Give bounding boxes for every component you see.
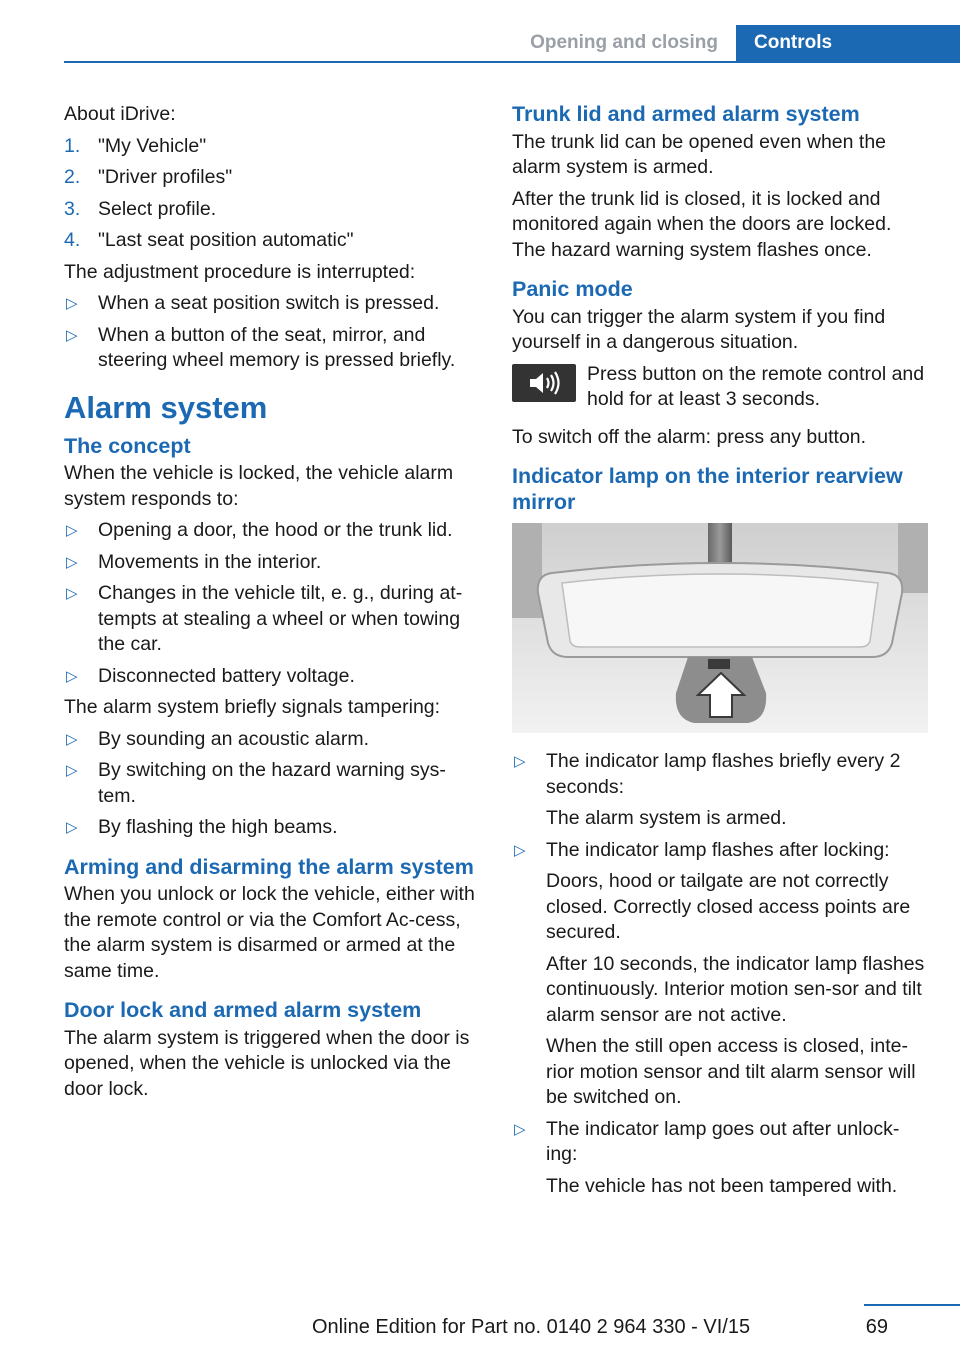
interrupted-text: The adjustment procedure is interrupted:	[64, 260, 416, 283]
interrupt-list	[64, 291, 480, 374]
page-header	[512, 25, 960, 61]
signals-text: The alarm system briefly signals tampering:	[64, 696, 441, 718]
list-item	[64, 165, 480, 191]
list-item	[64, 134, 480, 160]
panic-button-icon	[512, 364, 576, 402]
doorlock-heading: Door lock and armed alarm system	[64, 998, 422, 1022]
step-text: Select profile.	[98, 197, 217, 220]
bullet-text: Changes in the vehicle tilt, e. g., during at-tempts at stealing a wheel or when towing the car.	[98, 582, 463, 655]
switch-off-text: To switch off the alarm: press any button.	[512, 425, 867, 448]
list-item	[64, 197, 480, 223]
alarm-system-heading: Alarm system	[64, 389, 268, 425]
left-column	[64, 102, 480, 1108]
triangle-bullet-icon: ▷	[514, 841, 526, 859]
sub-paragraph: After 10 seconds, the indicator lamp flashes continuously. Interior motion sen-sor and tilt alarm sensor are not active.	[546, 952, 925, 1026]
concept-text: When the vehicle is locked, the vehicle alarm system responds to:	[64, 462, 454, 510]
right-column	[512, 102, 928, 1205]
signals-list	[64, 727, 480, 841]
bullet-text: By sounding an acoustic alarm.	[98, 727, 369, 750]
triangle-bullet-icon: ▷	[66, 295, 78, 312]
footer-rule	[864, 1304, 960, 1306]
triangle-bullet-icon: ▷	[66, 326, 78, 344]
triangle-bullet-icon: ▷	[66, 730, 78, 748]
step-number: 2.	[64, 166, 81, 188]
step-number: 1.	[64, 134, 81, 157]
step-number: 3.	[64, 197, 81, 220]
edition-footer: Online Edition for Part no. 0140 2 964 330 - VI/15	[312, 1316, 751, 1338]
doorlock-text: The alarm system is triggered when the door is opened, when the vehicle is unlocked via the door lock.	[64, 1026, 470, 1100]
bullet-text: By flashing the high beams.	[98, 816, 338, 838]
triangle-bullet-icon: ▷	[66, 667, 78, 685]
triangle-bullet-icon: ▷	[66, 762, 78, 779]
sub-paragraph: The vehicle has not been tampered with.	[546, 1174, 898, 1197]
bullet-text: Opening a door, the hood or the trunk lid.	[98, 519, 453, 541]
list-item	[64, 815, 480, 841]
arming-heading: Arming and disarming the alarm system	[64, 854, 474, 879]
bullet-text: By switching on the hazard warning sys-tem.	[98, 759, 446, 807]
trunk-text-1: The trunk lid can be opened even when the alarm system is armed.	[512, 130, 887, 178]
sub-paragraph: When the still open access is closed, inte-rior motion sensor and tilt alarm sensor will be switched on.	[546, 1035, 916, 1108]
bullet-text: When a seat position switch is pressed.	[98, 292, 440, 314]
idrive-steps	[64, 134, 480, 254]
bullet-text: Movements in the interior.	[98, 550, 322, 573]
triangle-bullet-icon: ▷	[66, 585, 78, 602]
triangle-bullet-icon: ▷	[514, 1120, 526, 1138]
trunk-heading: Trunk lid and armed alarm system	[512, 102, 860, 126]
arming-text: When you unlock or lock the vehicle, either with the remote control or via the Comfort Ac-cess, the alarm system is disarmed or armed at the same time.	[64, 883, 475, 982]
triangle-bullet-icon: ▷	[514, 753, 526, 770]
idrive-intro: About iDrive:	[64, 103, 176, 125]
list-item	[64, 550, 480, 576]
list-item	[64, 758, 480, 809]
list-item	[64, 581, 480, 658]
bullet-text: The indicator lamp goes out after unlock-ing:	[546, 1117, 900, 1165]
bullet-text: The indicator lamp flashes after locking:	[546, 838, 890, 861]
triangle-bullet-icon: ▷	[66, 522, 78, 539]
speaker-icon	[524, 368, 564, 398]
sub-paragraph: The alarm system is armed.	[546, 807, 787, 829]
indicator-list	[512, 749, 928, 1199]
rearview-mirror-illustration	[512, 523, 928, 733]
sub-paragraph: Doors, hood or tailgate are not correctly closed. Correctly closed access points are secured.	[546, 870, 911, 943]
triangle-bullet-icon: ▷	[66, 819, 78, 836]
panic-text: You can trigger the alarm system if you find yourself in a dangerous situation.	[512, 305, 886, 353]
list-item	[64, 323, 480, 374]
list-item	[512, 1117, 928, 1200]
panic-button-row	[512, 362, 928, 413]
list-item	[64, 291, 480, 317]
step-number: 4.	[64, 229, 81, 251]
list-item	[64, 664, 480, 690]
section-tab: Opening and closing	[530, 32, 718, 53]
triangle-bullet-icon: ▷	[66, 553, 78, 571]
step-text: "My Vehicle"	[98, 134, 207, 157]
list-item	[512, 838, 928, 1111]
bullet-text: The indicator lamp flashes briefly every 2 seconds:	[546, 750, 901, 798]
header-rule	[64, 61, 960, 63]
step-text: "Driver profiles"	[98, 166, 233, 188]
list-item	[64, 518, 480, 544]
panic-button-text: Press button on the remote control and hold for at least 3 seconds.	[587, 362, 925, 410]
responds-list	[64, 518, 480, 689]
page-number: 69	[865, 1316, 888, 1338]
list-item	[64, 727, 480, 753]
concept-heading: The concept	[64, 433, 191, 458]
list-item	[64, 228, 480, 254]
indicator-heading: Indicator lamp on the interior rearview mirror	[512, 464, 903, 514]
step-text: "Last seat position automatic"	[98, 229, 354, 251]
bullet-text: When a button of the seat, mirror, and steering wheel memory is pressed briefly.	[98, 323, 456, 371]
chapter-tab: Controls	[736, 25, 960, 61]
trunk-text-2: After the trunk lid is closed, it is locked and monitored again when the doors are locked. The hazard warning system flashes once.	[512, 187, 892, 261]
panic-heading: Panic mode	[512, 277, 633, 301]
bullet-text: Disconnected battery voltage.	[98, 664, 355, 687]
list-item	[512, 749, 928, 832]
